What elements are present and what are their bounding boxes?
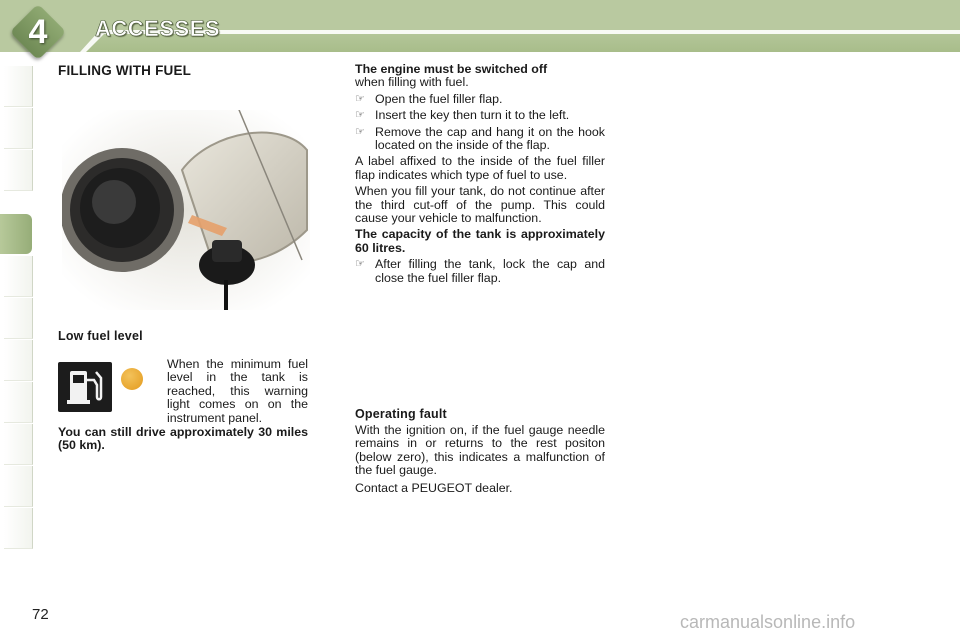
list-item — [355, 126, 605, 153]
section-title-low-fuel: Low fuel level — [58, 329, 143, 343]
page-number: 72 — [32, 606, 49, 623]
chapter-tab-active[interactable] — [0, 214, 32, 254]
chapter-tab[interactable] — [4, 256, 33, 297]
step-text: Open the fuel filler flap. — [375, 91, 503, 106]
operating-fault-text — [355, 424, 605, 498]
page-title: ACCESSES — [95, 16, 221, 41]
section-title-filling: FILLING WITH FUEL — [58, 63, 192, 78]
contact-dealer: Contact a PEUGEOT dealer. — [355, 480, 513, 495]
watermark: carmanualsonline.info — [680, 612, 856, 632]
section-title-operating-fault: Operating fault — [355, 407, 447, 421]
step-text: Remove the cap and hang it on the hook located on the inside of the flap. — [375, 124, 605, 153]
chapter-tab[interactable] — [4, 382, 33, 423]
step-text: After filling the tank, lock the cap and close the fuel filler flap. — [375, 257, 605, 285]
chapter-tab[interactable] — [4, 66, 33, 107]
chapter-tab[interactable] — [4, 150, 33, 191]
pointing-hand-icon: ☞ — [355, 125, 365, 138]
list-item — [355, 109, 605, 122]
chapter-tabs — [0, 66, 34, 576]
cutoff-warning: When you fill your tank, do not continue after the third cut-off of the pump. This could cause your vehicle to malfunction. — [355, 184, 605, 226]
chapter-tab[interactable] — [4, 508, 33, 549]
label-note: A label affixed to the inside of the fuel filler flap indicates which type of fuel to use. — [355, 154, 605, 182]
low-fuel-description: When the minimum fuel level in the tank is reached, this warning light comes on on the instrument panel. — [167, 357, 308, 425]
engine-off-note: The engine must be switched off — [355, 62, 548, 76]
chapter-tab[interactable] — [4, 298, 33, 339]
pointing-hand-icon: ☞ — [355, 109, 365, 122]
chapter-number: 4 — [28, 13, 48, 51]
engine-off-note-rest: when filling with fuel. — [355, 75, 469, 90]
warning-light-indicator — [121, 368, 143, 390]
low-fuel-drive-note: You can still drive approximately 30 miles (50 km). — [58, 425, 308, 453]
chapter-tab[interactable] — [4, 466, 33, 507]
list-item — [355, 93, 605, 106]
fuel-pump-icon — [58, 362, 112, 412]
pointing-hand-icon: ☞ — [355, 92, 365, 105]
operating-fault-body: With the ignition on, if the fuel gauge needle remains in or returns to the rest positon (below zero), this indicates a malfunction of the fuel gauge. — [355, 423, 605, 478]
step-text: Insert the key then turn it to the left. — [375, 108, 570, 123]
chapter-tab[interactable] — [4, 424, 33, 465]
filling-instructions — [355, 63, 605, 288]
chapter-tab[interactable] — [4, 340, 33, 381]
list-item — [355, 258, 605, 285]
pointing-hand-icon: ☞ — [355, 258, 365, 271]
tank-capacity: The capacity of the tank is approximately 60 litres. — [355, 227, 605, 255]
chapter-tab[interactable] — [4, 108, 33, 149]
fuel-filler-photo — [62, 110, 310, 310]
